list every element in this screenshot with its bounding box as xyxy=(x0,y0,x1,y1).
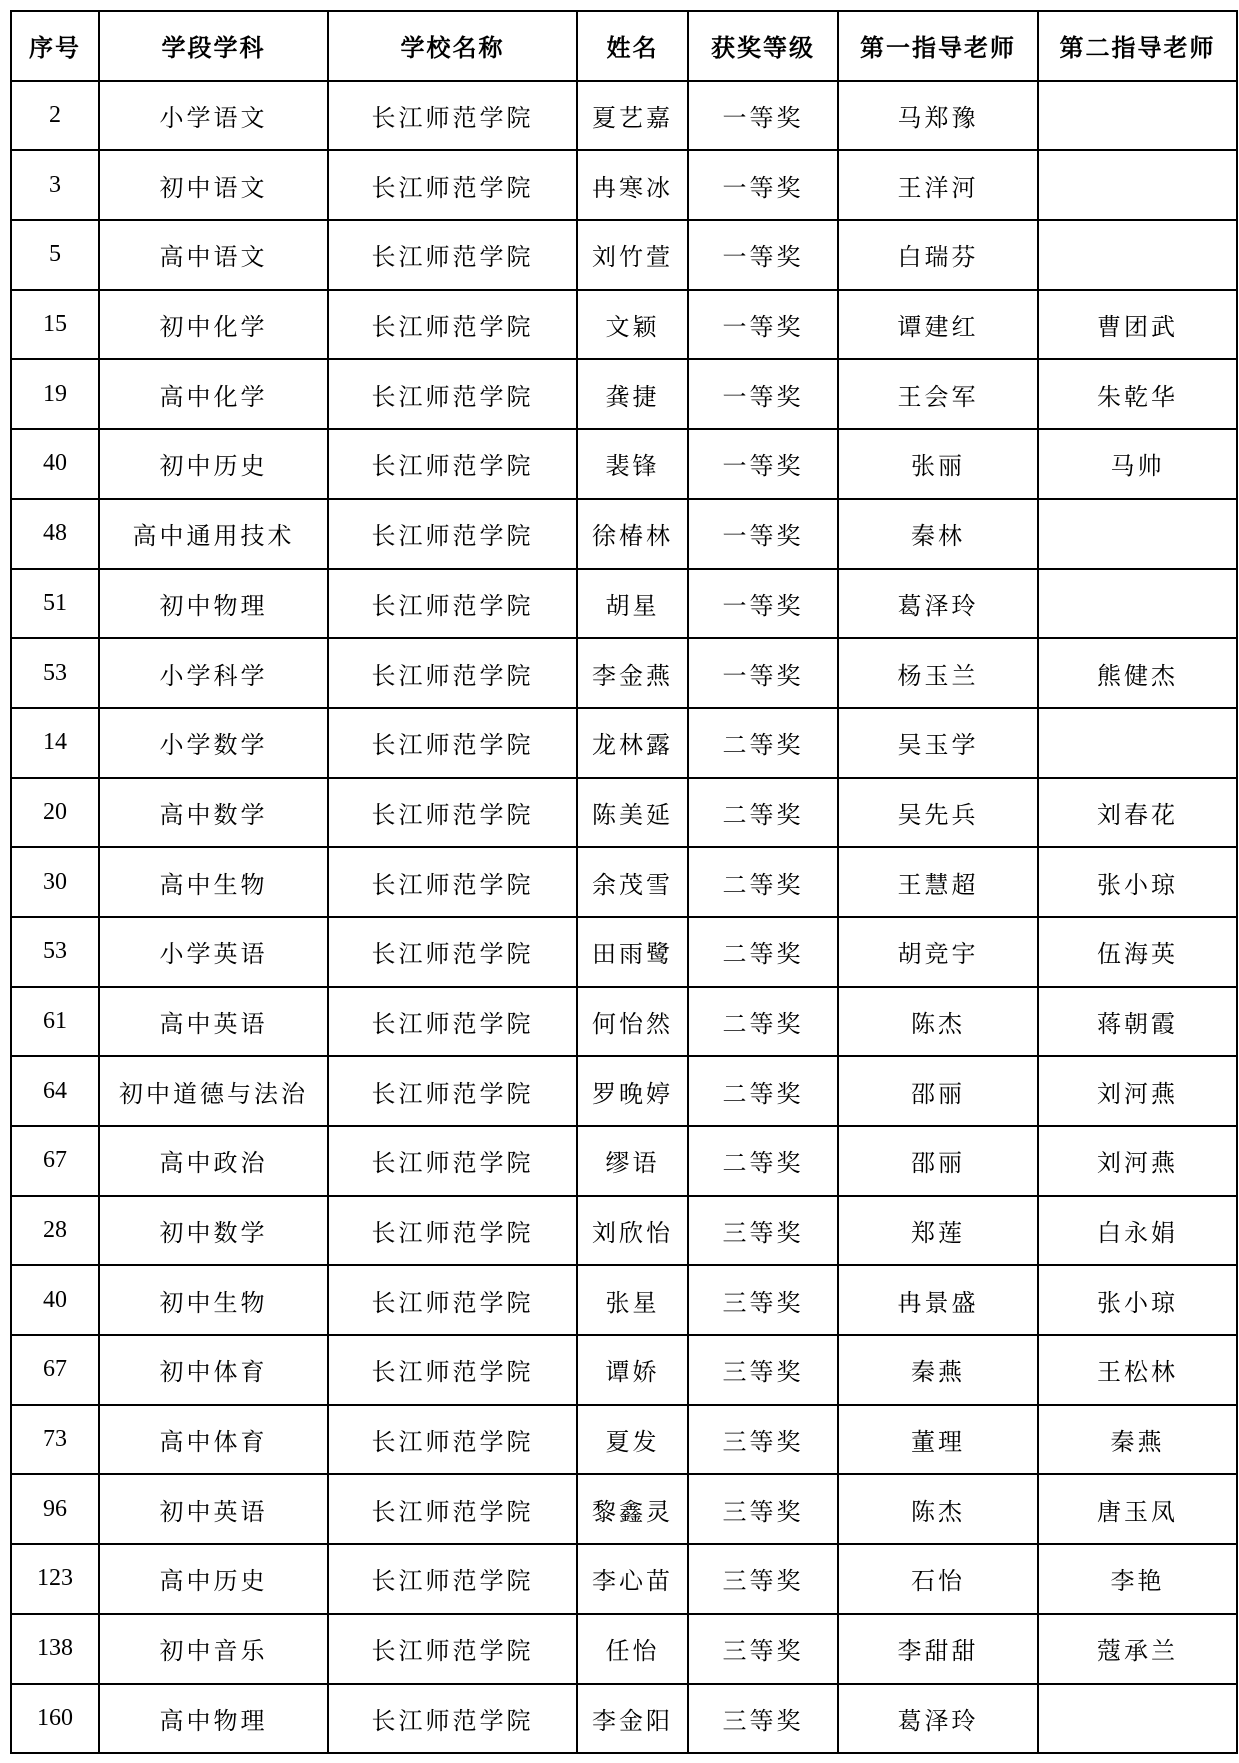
cell-stage-subject: 初中音乐 xyxy=(99,1614,328,1684)
cell-school-name: 长江师范学院 xyxy=(328,1196,577,1266)
cell-second-advisor xyxy=(1038,150,1237,220)
cell-school-name: 长江师范学院 xyxy=(328,150,577,220)
table-row xyxy=(11,290,1237,360)
cell-award-level: 一等奖 xyxy=(688,150,838,220)
cell-serial-number: 15 xyxy=(11,290,99,360)
cell-award-level: 一等奖 xyxy=(688,569,838,639)
cell-first-advisor: 邵丽 xyxy=(838,1126,1038,1196)
cell-serial-number: 30 xyxy=(11,847,99,917)
table-row xyxy=(11,1405,1237,1475)
cell-award-level: 一等奖 xyxy=(688,290,838,360)
cell-stage-subject: 小学数学 xyxy=(99,708,328,778)
table-row xyxy=(11,638,1237,708)
cell-first-advisor: 秦燕 xyxy=(838,1335,1038,1405)
cell-award-level: 二等奖 xyxy=(688,847,838,917)
cell-student-name: 胡星 xyxy=(577,569,688,639)
cell-student-name: 何怡然 xyxy=(577,987,688,1057)
cell-stage-subject: 高中历史 xyxy=(99,1544,328,1614)
cell-first-advisor: 石怡 xyxy=(838,1544,1038,1614)
cell-school-name: 长江师范学院 xyxy=(328,987,577,1057)
cell-second-advisor: 李艳 xyxy=(1038,1544,1237,1614)
table-body xyxy=(11,81,1237,1754)
cell-school-name: 长江师范学院 xyxy=(328,429,577,499)
table-header xyxy=(11,11,1237,81)
cell-student-name: 田雨鹭 xyxy=(577,917,688,987)
cell-first-advisor: 杨玉兰 xyxy=(838,638,1038,708)
cell-second-advisor: 张小琼 xyxy=(1038,847,1237,917)
cell-award-level: 三等奖 xyxy=(688,1684,838,1754)
cell-first-advisor: 秦林 xyxy=(838,499,1038,569)
cell-award-level: 一等奖 xyxy=(688,359,838,429)
cell-second-advisor: 张小琼 xyxy=(1038,1265,1237,1335)
cell-second-advisor: 马帅 xyxy=(1038,429,1237,499)
table-row xyxy=(11,1196,1237,1266)
cell-award-level: 一等奖 xyxy=(688,638,838,708)
cell-second-advisor xyxy=(1038,708,1237,778)
table-row xyxy=(11,1684,1237,1754)
cell-stage-subject: 初中物理 xyxy=(99,569,328,639)
cell-serial-number: 2 xyxy=(11,81,99,151)
cell-stage-subject: 初中英语 xyxy=(99,1474,328,1544)
table-row xyxy=(11,1614,1237,1684)
cell-serial-number: 61 xyxy=(11,987,99,1057)
cell-second-advisor: 白永娟 xyxy=(1038,1196,1237,1266)
cell-school-name: 长江师范学院 xyxy=(328,1056,577,1126)
cell-student-name: 张星 xyxy=(577,1265,688,1335)
cell-student-name: 李金燕 xyxy=(577,638,688,708)
awards-table xyxy=(10,10,1238,1754)
cell-stage-subject: 初中化学 xyxy=(99,290,328,360)
cell-school-name: 长江师范学院 xyxy=(328,1126,577,1196)
cell-stage-subject: 初中数学 xyxy=(99,1196,328,1266)
cell-second-advisor: 刘春花 xyxy=(1038,778,1237,848)
table-row xyxy=(11,81,1237,151)
cell-second-advisor xyxy=(1038,499,1237,569)
cell-school-name: 长江师范学院 xyxy=(328,1474,577,1544)
cell-award-level: 二等奖 xyxy=(688,778,838,848)
cell-first-advisor: 李甜甜 xyxy=(838,1614,1038,1684)
cell-serial-number: 96 xyxy=(11,1474,99,1544)
cell-stage-subject: 初中历史 xyxy=(99,429,328,499)
cell-first-advisor: 冉景盛 xyxy=(838,1265,1038,1335)
cell-school-name: 长江师范学院 xyxy=(328,638,577,708)
cell-award-level: 一等奖 xyxy=(688,220,838,290)
table-row xyxy=(11,708,1237,778)
cell-school-name: 长江师范学院 xyxy=(328,499,577,569)
cell-stage-subject: 小学语文 xyxy=(99,81,328,151)
cell-first-advisor: 王洋河 xyxy=(838,150,1038,220)
cell-stage-subject: 高中政治 xyxy=(99,1126,328,1196)
cell-first-advisor: 吴先兵 xyxy=(838,778,1038,848)
cell-student-name: 龙林露 xyxy=(577,708,688,778)
cell-award-level: 三等奖 xyxy=(688,1544,838,1614)
column-header-student-name: 姓名 xyxy=(577,11,688,81)
cell-serial-number: 40 xyxy=(11,1265,99,1335)
cell-second-advisor xyxy=(1038,220,1237,290)
cell-serial-number: 138 xyxy=(11,1614,99,1684)
cell-stage-subject: 初中体育 xyxy=(99,1335,328,1405)
cell-serial-number: 53 xyxy=(11,917,99,987)
cell-school-name: 长江师范学院 xyxy=(328,81,577,151)
cell-stage-subject: 初中生物 xyxy=(99,1265,328,1335)
cell-school-name: 长江师范学院 xyxy=(328,290,577,360)
table-row xyxy=(11,1544,1237,1614)
cell-stage-subject: 高中化学 xyxy=(99,359,328,429)
cell-school-name: 长江师范学院 xyxy=(328,708,577,778)
cell-stage-subject: 小学英语 xyxy=(99,917,328,987)
cell-serial-number: 40 xyxy=(11,429,99,499)
table-row xyxy=(11,359,1237,429)
cell-student-name: 李金阳 xyxy=(577,1684,688,1754)
cell-stage-subject: 小学科学 xyxy=(99,638,328,708)
cell-student-name: 文颖 xyxy=(577,290,688,360)
cell-student-name: 余茂雪 xyxy=(577,847,688,917)
cell-student-name: 任怡 xyxy=(577,1614,688,1684)
cell-award-level: 三等奖 xyxy=(688,1196,838,1266)
cell-student-name: 陈美延 xyxy=(577,778,688,848)
cell-serial-number: 53 xyxy=(11,638,99,708)
cell-second-advisor xyxy=(1038,1684,1237,1754)
cell-stage-subject: 高中语文 xyxy=(99,220,328,290)
cell-award-level: 二等奖 xyxy=(688,1126,838,1196)
cell-school-name: 长江师范学院 xyxy=(328,1684,577,1754)
cell-award-level: 一等奖 xyxy=(688,81,838,151)
cell-school-name: 长江师范学院 xyxy=(328,847,577,917)
cell-serial-number: 67 xyxy=(11,1335,99,1405)
column-header-award-level: 获奖等级 xyxy=(688,11,838,81)
cell-second-advisor: 伍海英 xyxy=(1038,917,1237,987)
cell-award-level: 三等奖 xyxy=(688,1405,838,1475)
cell-serial-number: 64 xyxy=(11,1056,99,1126)
cell-school-name: 长江师范学院 xyxy=(328,1335,577,1405)
column-header-first-advisor: 第一指导老师 xyxy=(838,11,1038,81)
cell-second-advisor xyxy=(1038,569,1237,639)
table-row xyxy=(11,1056,1237,1126)
cell-first-advisor: 王会军 xyxy=(838,359,1038,429)
cell-award-level: 二等奖 xyxy=(688,917,838,987)
cell-first-advisor: 陈杰 xyxy=(838,1474,1038,1544)
cell-award-level: 三等奖 xyxy=(688,1614,838,1684)
cell-student-name: 谭娇 xyxy=(577,1335,688,1405)
header-row xyxy=(11,11,1237,81)
cell-second-advisor: 刘河燕 xyxy=(1038,1056,1237,1126)
cell-stage-subject: 高中数学 xyxy=(99,778,328,848)
cell-student-name: 缪语 xyxy=(577,1126,688,1196)
column-header-serial-number: 序号 xyxy=(11,11,99,81)
cell-student-name: 徐椿林 xyxy=(577,499,688,569)
cell-stage-subject: 初中道德与法治 xyxy=(99,1056,328,1126)
cell-award-level: 一等奖 xyxy=(688,499,838,569)
cell-student-name: 冉寒冰 xyxy=(577,150,688,220)
cell-serial-number: 20 xyxy=(11,778,99,848)
cell-first-advisor: 董理 xyxy=(838,1405,1038,1475)
cell-student-name: 李心苗 xyxy=(577,1544,688,1614)
cell-first-advisor: 王慧超 xyxy=(838,847,1038,917)
cell-student-name: 罗晚婷 xyxy=(577,1056,688,1126)
cell-student-name: 刘欣怡 xyxy=(577,1196,688,1266)
cell-school-name: 长江师范学院 xyxy=(328,569,577,639)
cell-student-name: 裴锋 xyxy=(577,429,688,499)
cell-school-name: 长江师范学院 xyxy=(328,1265,577,1335)
cell-stage-subject: 高中体育 xyxy=(99,1405,328,1475)
column-header-school-name: 学校名称 xyxy=(328,11,577,81)
cell-first-advisor: 葛泽玲 xyxy=(838,1684,1038,1754)
cell-school-name: 长江师范学院 xyxy=(328,1544,577,1614)
cell-second-advisor: 刘河燕 xyxy=(1038,1126,1237,1196)
cell-first-advisor: 郑莲 xyxy=(838,1196,1038,1266)
cell-award-level: 三等奖 xyxy=(688,1335,838,1405)
cell-first-advisor: 葛泽玲 xyxy=(838,569,1038,639)
table-row xyxy=(11,1265,1237,1335)
cell-serial-number: 3 xyxy=(11,150,99,220)
table-row xyxy=(11,987,1237,1057)
cell-school-name: 长江师范学院 xyxy=(328,1614,577,1684)
cell-first-advisor: 邵丽 xyxy=(838,1056,1038,1126)
cell-stage-subject: 高中通用技术 xyxy=(99,499,328,569)
cell-student-name: 夏发 xyxy=(577,1405,688,1475)
cell-school-name: 长江师范学院 xyxy=(328,1405,577,1475)
column-header-stage-subject: 学段学科 xyxy=(99,11,328,81)
cell-school-name: 长江师范学院 xyxy=(328,917,577,987)
table-row xyxy=(11,499,1237,569)
cell-serial-number: 67 xyxy=(11,1126,99,1196)
cell-second-advisor: 曹团武 xyxy=(1038,290,1237,360)
table-row xyxy=(11,429,1237,499)
table-row xyxy=(11,847,1237,917)
cell-first-advisor: 胡竞宇 xyxy=(838,917,1038,987)
cell-student-name: 刘竹萱 xyxy=(577,220,688,290)
cell-student-name: 龚捷 xyxy=(577,359,688,429)
cell-award-level: 二等奖 xyxy=(688,1056,838,1126)
column-header-second-advisor: 第二指导老师 xyxy=(1038,11,1237,81)
cell-first-advisor: 白瑞芬 xyxy=(838,220,1038,290)
table-row xyxy=(11,778,1237,848)
cell-serial-number: 123 xyxy=(11,1544,99,1614)
cell-first-advisor: 吴玉学 xyxy=(838,708,1038,778)
cell-second-advisor: 秦燕 xyxy=(1038,1405,1237,1475)
cell-award-level: 二等奖 xyxy=(688,987,838,1057)
cell-stage-subject: 高中物理 xyxy=(99,1684,328,1754)
table-row xyxy=(11,569,1237,639)
table-row xyxy=(11,150,1237,220)
table-row xyxy=(11,1335,1237,1405)
cell-stage-subject: 高中英语 xyxy=(99,987,328,1057)
cell-serial-number: 5 xyxy=(11,220,99,290)
cell-school-name: 长江师范学院 xyxy=(328,778,577,848)
cell-second-advisor xyxy=(1038,81,1237,151)
cell-second-advisor: 王松林 xyxy=(1038,1335,1237,1405)
cell-student-name: 黎鑫灵 xyxy=(577,1474,688,1544)
table-row xyxy=(11,1126,1237,1196)
cell-first-advisor: 陈杰 xyxy=(838,987,1038,1057)
cell-second-advisor: 蒋朝霞 xyxy=(1038,987,1237,1057)
table-row xyxy=(11,1474,1237,1544)
cell-serial-number: 28 xyxy=(11,1196,99,1266)
table-row xyxy=(11,220,1237,290)
cell-first-advisor: 马郑豫 xyxy=(838,81,1038,151)
cell-serial-number: 73 xyxy=(11,1405,99,1475)
cell-student-name: 夏艺嘉 xyxy=(577,81,688,151)
cell-second-advisor: 朱乾华 xyxy=(1038,359,1237,429)
table-row xyxy=(11,917,1237,987)
cell-first-advisor: 谭建红 xyxy=(838,290,1038,360)
cell-serial-number: 14 xyxy=(11,708,99,778)
cell-school-name: 长江师范学院 xyxy=(328,359,577,429)
cell-serial-number: 19 xyxy=(11,359,99,429)
cell-award-level: 二等奖 xyxy=(688,708,838,778)
cell-award-level: 三等奖 xyxy=(688,1265,838,1335)
cell-award-level: 一等奖 xyxy=(688,429,838,499)
cell-serial-number: 160 xyxy=(11,1684,99,1754)
cell-award-level: 三等奖 xyxy=(688,1474,838,1544)
cell-stage-subject: 初中语文 xyxy=(99,150,328,220)
cell-second-advisor: 唐玉凤 xyxy=(1038,1474,1237,1544)
cell-first-advisor: 张丽 xyxy=(838,429,1038,499)
cell-serial-number: 51 xyxy=(11,569,99,639)
cell-school-name: 长江师范学院 xyxy=(328,220,577,290)
cell-serial-number: 48 xyxy=(11,499,99,569)
cell-second-advisor: 蔻承兰 xyxy=(1038,1614,1237,1684)
cell-stage-subject: 高中生物 xyxy=(99,847,328,917)
cell-second-advisor: 熊健杰 xyxy=(1038,638,1237,708)
